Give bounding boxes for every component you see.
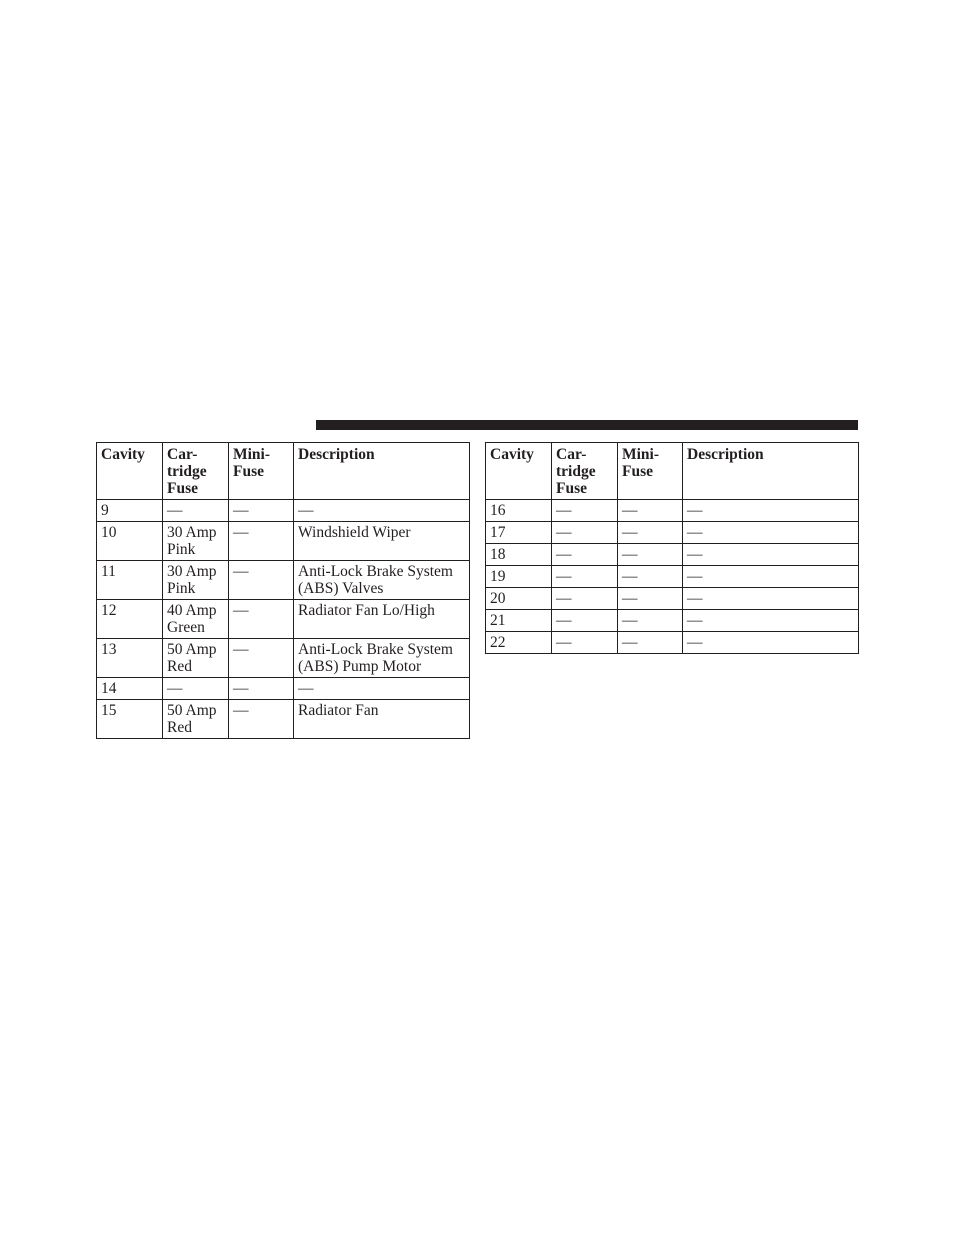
header-cartridge-fuse: Car- tridge Fuse (163, 443, 229, 500)
table-row (97, 561, 470, 600)
cavity-cell: 19 (486, 566, 552, 588)
mini-fuse-cell: — (229, 522, 294, 561)
description-cell: — (683, 544, 859, 566)
cavity-cell: 21 (486, 610, 552, 632)
cartridge-cell: 30 Amp Pink (163, 561, 229, 600)
table-row (97, 639, 470, 678)
table-row (97, 600, 470, 639)
cartridge-cell: 50 Amp Red (163, 700, 229, 739)
header-description: Description (294, 443, 470, 500)
table-row (486, 544, 859, 566)
description-cell: Anti-Lock Brake System (ABS) Pump Motor (294, 639, 470, 678)
cavity-cell: 12 (97, 600, 163, 639)
mini-fuse-cell: — (618, 610, 683, 632)
cavity-cell: 14 (97, 678, 163, 700)
cavity-cell: 17 (486, 522, 552, 544)
table-row (97, 500, 470, 522)
cartridge-cell: — (552, 544, 618, 566)
section-header-bar (316, 420, 858, 430)
cartridge-cell: 40 Amp Green (163, 600, 229, 639)
description-cell: — (294, 500, 470, 522)
cavity-cell: 18 (486, 544, 552, 566)
cavity-cell: 10 (97, 522, 163, 561)
description-cell: — (683, 522, 859, 544)
table-header-row (486, 443, 859, 500)
cartridge-cell: — (552, 522, 618, 544)
cartridge-cell: — (163, 678, 229, 700)
cartridge-cell: — (552, 588, 618, 610)
description-cell: Anti-Lock Brake System (ABS) Valves (294, 561, 470, 600)
cavity-cell: 20 (486, 588, 552, 610)
mini-fuse-cell: — (229, 600, 294, 639)
table-row (97, 700, 470, 739)
mini-fuse-cell: — (618, 588, 683, 610)
table-row (97, 522, 470, 561)
mini-fuse-cell: — (618, 544, 683, 566)
description-cell: — (683, 500, 859, 522)
cavity-cell: 16 (486, 500, 552, 522)
header-cavity: Cavity (97, 443, 163, 500)
mini-fuse-cell: — (618, 632, 683, 654)
mini-fuse-cell: — (618, 566, 683, 588)
mini-fuse-cell: — (229, 700, 294, 739)
fuse-table-left (96, 442, 470, 739)
table-row (486, 522, 859, 544)
table-row (486, 610, 859, 632)
cavity-cell: 11 (97, 561, 163, 600)
cartridge-cell: — (163, 500, 229, 522)
cartridge-cell: — (552, 500, 618, 522)
table-row (97, 678, 470, 700)
fuse-table-right (485, 442, 859, 654)
description-cell: — (683, 566, 859, 588)
mini-fuse-cell: — (229, 500, 294, 522)
description-cell: Radiator Fan (294, 700, 470, 739)
cavity-cell: 22 (486, 632, 552, 654)
header-mini-fuse: Mini- Fuse (229, 443, 294, 500)
description-cell: — (683, 632, 859, 654)
mini-fuse-cell: — (618, 522, 683, 544)
cartridge-cell: — (552, 632, 618, 654)
cavity-cell: 13 (97, 639, 163, 678)
header-cartridge-fuse: Car- tridge Fuse (552, 443, 618, 500)
table-row (486, 632, 859, 654)
mini-fuse-cell: — (229, 639, 294, 678)
table-header-row (97, 443, 470, 500)
cartridge-cell: — (552, 610, 618, 632)
description-cell: Windshield Wiper (294, 522, 470, 561)
mini-fuse-cell: — (618, 500, 683, 522)
description-cell: — (683, 610, 859, 632)
description-cell: Radiator Fan Lo/High (294, 600, 470, 639)
mini-fuse-cell: — (229, 678, 294, 700)
header-cavity: Cavity (486, 443, 552, 500)
description-cell: — (683, 588, 859, 610)
cartridge-cell: 50 Amp Red (163, 639, 229, 678)
cavity-cell: 9 (97, 500, 163, 522)
mini-fuse-cell: — (229, 561, 294, 600)
table-row (486, 566, 859, 588)
header-description: Description (683, 443, 859, 500)
cavity-cell: 15 (97, 700, 163, 739)
header-mini-fuse: Mini- Fuse (618, 443, 683, 500)
description-cell: — (294, 678, 470, 700)
cartridge-cell: 30 Amp Pink (163, 522, 229, 561)
cartridge-cell: — (552, 566, 618, 588)
table-row (486, 500, 859, 522)
table-row (486, 588, 859, 610)
